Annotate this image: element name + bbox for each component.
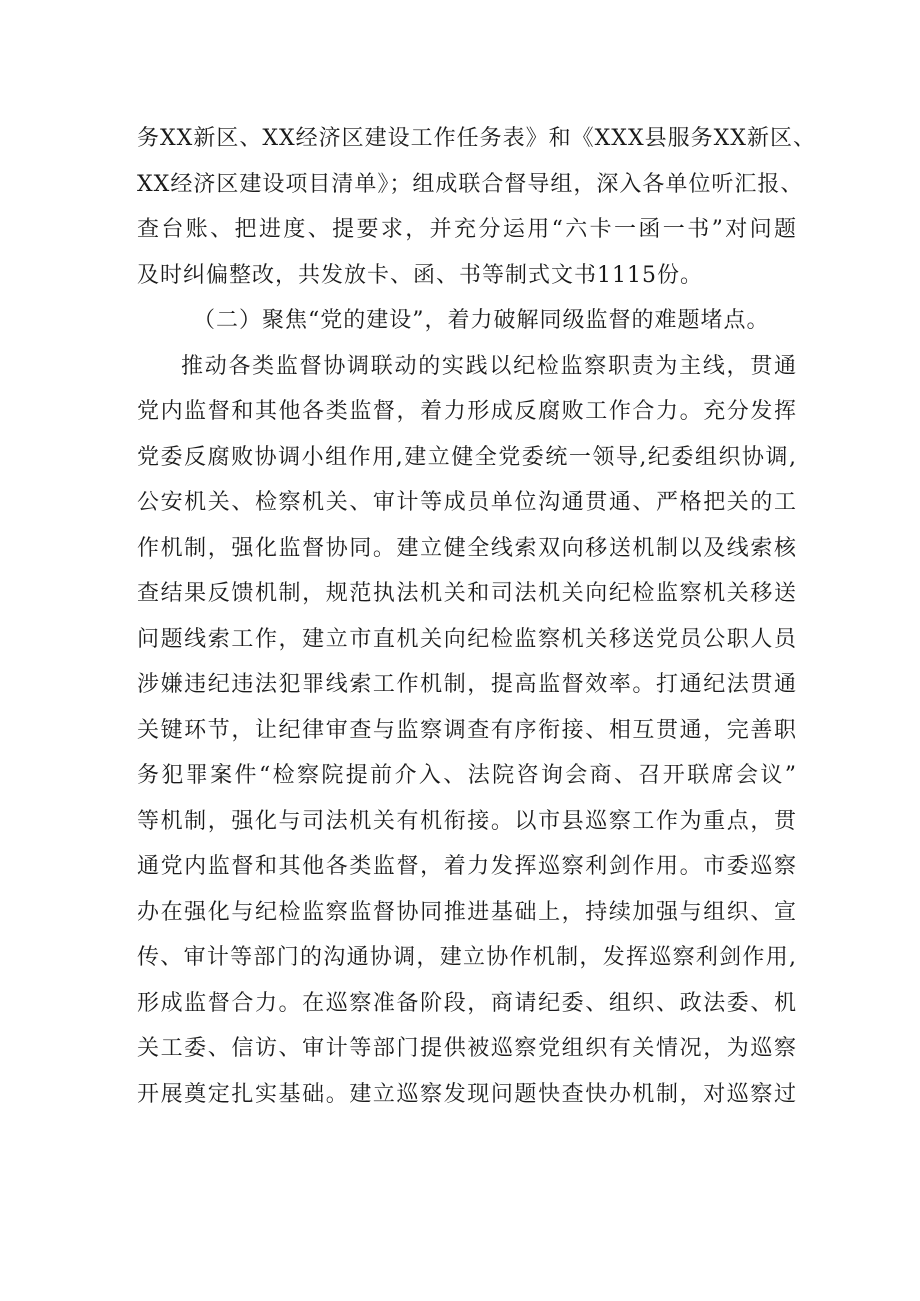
text-line: 关工委、信访、审计等部门提供被巡察党组织有关情况，为巡察	[137, 1036, 797, 1061]
text-line: 等机制，强化与司法机关有机衔接。以市县巡察工作为重点，贯	[137, 808, 797, 834]
text-line: 及时纠偏整改，共发放卡、函、书等制式文书1115份。	[137, 262, 703, 288]
section-heading: （二）聚焦“党的建设”，着力破解同级监督的难题堵点。	[193, 308, 770, 333]
text-line: 查台账、把进度、提要求，并充分运用“六卡一函一书”对问题	[137, 217, 797, 242]
text-line: 涉嫌违纪违法犯罪线索工作机制，提高监督效率。打通纪法贯通	[137, 672, 797, 697]
text-line: 查结果反馈机制，规范执法机关和司法机关向纪检监察机关移送	[137, 581, 797, 606]
text-line: 党委反腐败协调小组作用,建立健全党委统一领导,纪委组织协调,	[137, 444, 797, 470]
text-line: 务XX新区、XX经济区建设工作任务表》和《XXX县服务XX新区、	[137, 126, 816, 151]
text-line: 通党内监督和其他各类监督，着力发挥巡察利剑作用。市委巡察	[137, 854, 797, 879]
text-line: 公安机关、检察机关、审计等成员单位沟通贯通、严格把关的工	[137, 490, 797, 515]
text-line: 开展奠定扎实基础。建立巡察发现问题快查快办机制，对巡察过	[137, 1081, 797, 1107]
text-line: 关键环节，让纪律审查与监察调查有序衔接、相互贯通，完善职	[137, 717, 797, 743]
text-line: 传、审计等部门的沟通协调，建立协作机制，发挥巡察利剑作用,	[137, 945, 797, 970]
paragraph-first-line: 推动各类监督协调联动的实践以纪检监察职责为主线，贯通	[181, 353, 797, 379]
text-line: 党内监督和其他各类监督，着力形成反腐败工作合力。充分发挥	[137, 399, 797, 424]
body-text	[137, 116, 816, 1117]
text-line: 办在强化与纪检监察监督协同推进基础上，持续加强与组织、宣	[137, 899, 797, 925]
text-line: 形成监督合力。在巡察准备阶段，商请纪委、组织、政法委、机	[137, 990, 797, 1016]
text-line: 问题线索工作，建立市直机关向纪检监察机关移送党员公职人员	[137, 626, 797, 652]
text-line: 务犯罪案件“检察院提前介入、法院咨询会商、召开联席会议”	[137, 763, 797, 788]
text-line: 作机制，强化监督协同。建立健全线索双向移送机制以及线索核	[137, 535, 797, 561]
text-line: XX经济区建设项目清单》；组成联合督导组，深入各单位听汇报、	[137, 171, 804, 197]
